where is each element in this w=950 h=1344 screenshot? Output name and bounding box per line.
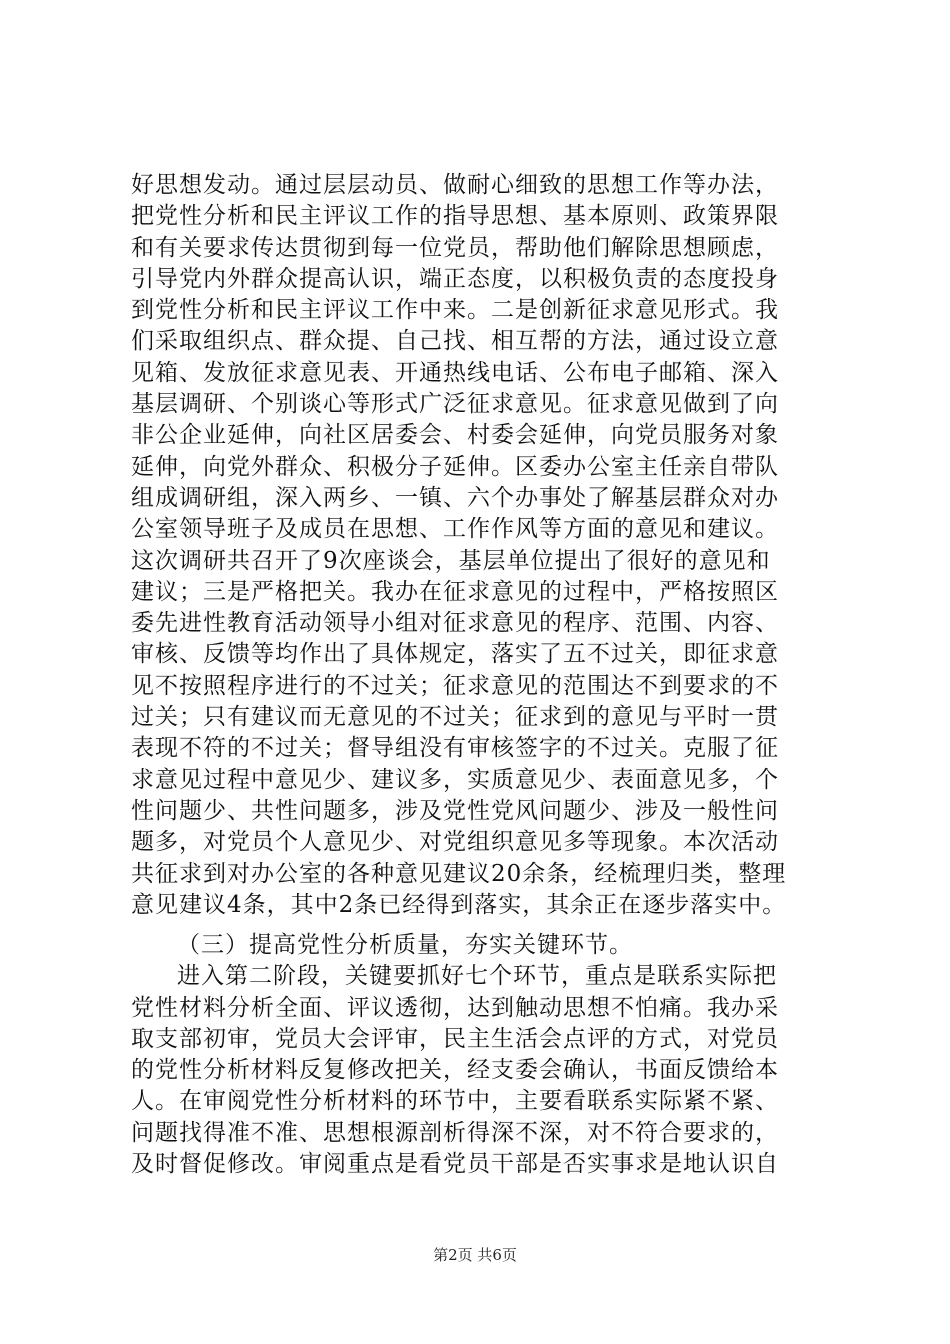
text-line: 公室领导班子及成员在思想、工作作风等方面的意见和建议。 <box>131 516 779 543</box>
text-line: 延伸，向党外群众、积极分子延伸。区委办公室主任亲自带队 <box>131 453 779 480</box>
text-line: 性问题少、共性问题多，涉及党性党风问题少、涉及一般性问 <box>131 797 779 824</box>
text-line: 的党性分析材料反复修改把关，经支委会确认，书面反馈给本 <box>131 1057 779 1084</box>
text-line: 引导党内外群众提高认识，端正态度，以积极负责的态度投身 <box>131 265 779 292</box>
text-line: 求意见过程中意见少、建议多，实质意见少、表面意见多，个 <box>131 766 779 793</box>
text-line: 意见建议4条，其中2条已经得到落实，其余正在逐步落实中。 <box>131 891 787 918</box>
page-footer <box>0 1244 950 1265</box>
text-line: 题多，对党员个人意见少、对党组织意见多等现象。本次活动 <box>131 829 779 856</box>
text-line: 进入第二阶段，关键要抓好七个环节，重点是联系实际把 <box>177 963 777 990</box>
body-paragraph-1 <box>131 170 826 921</box>
text-line: 建议；三是严格把关。我办在征求意见的过程中，严格按照区 <box>131 578 779 605</box>
text-line: 委先进性教育活动领导小组对征求意见的程序、范围、内容、 <box>131 610 779 637</box>
text-line: 好思想发动。通过层层动员、做耐心细致的思想工作等办法， <box>131 172 779 198</box>
text-line: 到党性分析和民主评议工作中来。二是创新征求意见形式。我 <box>131 297 779 324</box>
text-line: 共征求到对办公室的各种意见建议20余条，经梳理归类，整理 <box>131 860 787 887</box>
text-line: 及时督促修改。审阅重点是看党员干部是否实事求是地认识自 <box>131 1151 779 1178</box>
body-section-3 <box>131 930 826 1180</box>
text-line: 过关；只有建议而无意见的不过关；征求到的意见与平时一贯 <box>131 704 779 731</box>
text-line: 人。在审阅党性分析材料的环节中，主要看联系实际紧不紧、 <box>131 1088 779 1115</box>
text-line: 基层调研、个别谈心等形式广泛征求意见。征求意见做到了向 <box>131 391 779 418</box>
text-line: 见箱、发放征求意见表、开通热线电话、公布电子邮箱、深入 <box>131 359 779 386</box>
text-line: 党性材料分析全面、评议透彻，达到触动思想不怕痛。我办采 <box>131 994 779 1021</box>
text-line: 问题找得准不准、思想根源剖析得深不深，对不符合要求的， <box>131 1119 779 1146</box>
text-line: 审核、反馈等均作出了具体规定，落实了五不过关，即征求意 <box>131 641 779 668</box>
text-line: 和有关要求传达贯彻到每一位党员，帮助他们解除思想顾虑， <box>131 234 779 261</box>
text-line: 取支部初审，党员大会评审，民主生活会点评的方式，对党员 <box>131 1025 779 1052</box>
text-line: 表现不符的不过关；督导组没有审核签字的不过关。克服了征 <box>131 735 779 762</box>
page-number-label: 第2页 共6页 <box>433 1246 517 1264</box>
section-heading: （三）提高党性分析质量，夯实关键环节。 <box>177 932 633 958</box>
text-line: 组成调研组，深入两乡、一镇、六个办事处了解基层群众对办 <box>131 484 779 511</box>
text-line: 非公企业延伸，向社区居委会、村委会延伸，向党员服务对象 <box>131 422 779 449</box>
text-line: 这次调研共召开了9次座谈会，基层单位提出了很好的意见和 <box>131 547 771 574</box>
text-line: 见不按照程序进行的不过关；征求意见的范围达不到要求的不 <box>131 672 779 699</box>
text-line: 们采取组织点、群众提、自己找、相互帮的方法，通过设立意 <box>131 328 779 355</box>
text-line: 把党性分析和民主评议工作的指导思想、基本原则、政策界限 <box>131 203 779 230</box>
